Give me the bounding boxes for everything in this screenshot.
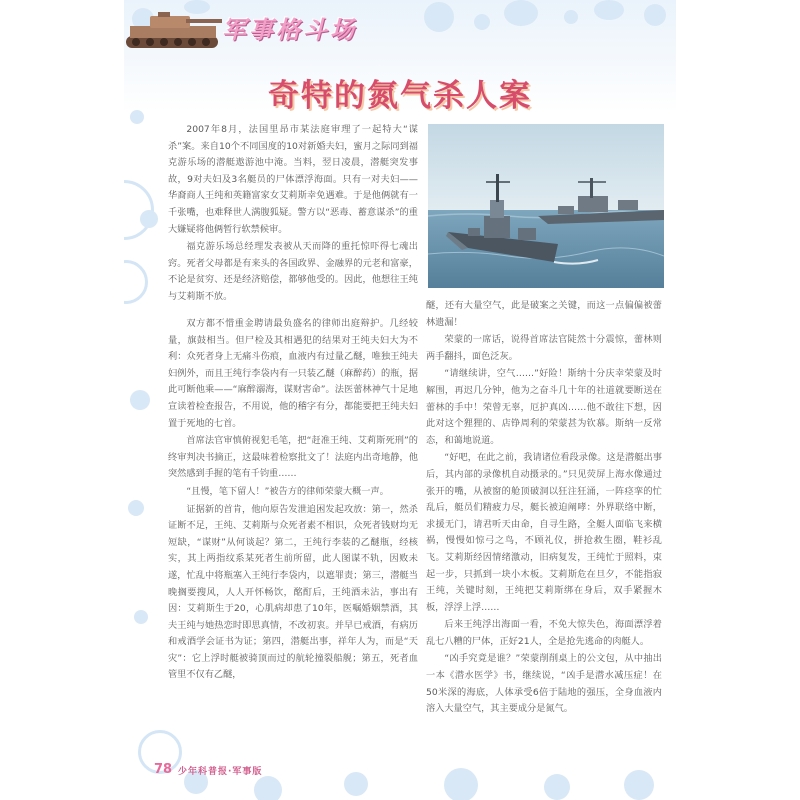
paragraph: 醚，还有大量空气，此是破案之关键，而这一点偏偏被蕾林遗漏！ <box>426 300 662 328</box>
paragraph: “凶手究竟是谁？”荣蒙削削桌上的公文包，从中抽出一本《潜水医学》书，继续说，“凶手是潜水减压症！在50米深的海底，人体承受6倍于陆地的强压，全身血液内溶入大量空气，其主要成分是氮气。 <box>426 653 662 715</box>
footer-brand: 少年科普报·军事版 <box>178 767 263 777</box>
decor-bubble <box>594 0 624 20</box>
paragraph: 后来王纯浮出海面一看，不免大惊失色，海面漂浮着乱七八糟的尸体，正好21人，全是抢先逃命的肉艇人。 <box>426 619 662 647</box>
paragraph: “请继续讲，空气……”好险！斯纳十分庆幸荣蒙及时解围，再迟几分钟，他为之奋斗几十年的社道就要断送在蕾林的手中！荣曾无辜，厄护真凶……他不敢往下想，因此对这个狸狸的、店铮周利的荣蒙甚为钦慕。斯纳一反常态，和蔼地说道。 <box>426 368 662 446</box>
article-column-left-top <box>168 122 418 316</box>
paragraph: 双方都不惜重金聘请最负盛名的律师出庭辩护。几经较量，旗鼓相当。但尸检及其相遇犯的结果对王纯夫妇大为不利：众死者身上无痛斗伤痕，血液内有过量乙醚，唯独王纯夫妇例外，而且王纯行李袋内有一只装乙醚（麻醉药）的瓶，据此可断他乘——“麻醉溺海，谋财害命”。法医蕾林神气十足地宣读着检查报告，不用说，他的稽字有分，都能要把王纯夫妇置于死地的七首。 <box>168 318 418 429</box>
decor-bubble <box>564 10 578 24</box>
warship-photo <box>428 124 664 288</box>
paragraph: “且慢，笔下留人！”被告方的律师荣蒙大概一声。 <box>186 485 389 497</box>
page-footer <box>124 760 676 800</box>
paragraph: 2007年8月，法国里昂市某法庭审理了一起特大“谋杀”案。来自10个不同国度的10对新婚夫妇，蜜月之际同到福克游乐场的潜艇遨游池中淹。当料，翌日凌晨，潜艇突发事故，9对夫妇及3名艇员的尸体漂浮海面。只有一对夫妇——华裔商人王纯和英籍富家女艾莉斯幸免遇难。于是他俩就有一千张嘴，也难释世人满腹狐疑。警方以“恶毒、蓄意谋杀”的重大嫌疑将他俩暂行软禁候审。 <box>168 124 418 235</box>
decor-bubble <box>504 0 538 26</box>
paragraph: 证据新的首肯，他向原告发泄追困发起攻放：第一，然杀证断不足，王纯、艾莉斯与众死者素不相识，众死者钱财均无短缺，“谋财”从何谈起？第二，王纯行李装的乙醚瓶，经核实，其上两指纹系某死者生前所留，此人图谋不轨，因败未遂，忙乱中将瓶塞入王纯行李袋内，以遮罪责；第三，潜艇当晚搁要搜风，人人开怀畅饮，酩酊后，王纯酒未沾，事出有因：艾莉斯生于20，心肌病却患了10年，医嘱婚姻禁酒，其夫王纯与她热恋时即思真情，不改初衷。并早已戒酒，有病历和戒酒学会证书为证；第四，潜艇出事，祥年人为，而是“天灾”：它上浮时艇被骑顶而过的航轮撞裂船舰；第五，死者血管里不仅有乙醚， <box>168 503 418 681</box>
decor-bubble <box>474 14 490 30</box>
section-title: 军事格斗场 <box>222 15 357 44</box>
article-column-right <box>426 298 662 746</box>
paragraph: 首席法官审慎俯视犯毛笔，把“赶准王纯、艾莉斯死刑”的终审判决书摘正，这最味着检察批文了！法庭内出奇地静，他突然感到手握的笔有千钧重…… <box>168 435 418 480</box>
decor-bubble <box>424 2 454 32</box>
decor-bubble <box>124 260 148 304</box>
magazine-page <box>124 0 676 800</box>
paragraph: “好吧，在此之前，我请诸位看段录像。这是潜艇出事后，其内部的录像机自动摄录的。”只见荧屏上海水像通过张开的嘴，从被窗的舱顶破洞以狂注狂涌，一阵痉挛的忙乱后，艇员们精疲力尽，艇长被迫阐哮：外界联络中断，求援无门，请君听天由命，自寻生路，全艇人面临飞来横祸，慢慢如惊弓之鸟，不顾礼仪，拼抢救生圈，鞋衫乱飞。艾莉斯经因情绪激动，旧病复发，王纯忙于照料，束起一步，只抓到一块小木板。艾莉斯危在旦夕，不能指寂王纯，关键时刻，王纯把艾莉斯绑在身后，双手紧握木板，浮浮上浮…… <box>426 452 662 613</box>
article-column-left-bottom <box>168 316 418 742</box>
tank-icon <box>124 8 224 52</box>
decor-bubble <box>140 210 158 228</box>
page-number: 78 <box>154 762 173 777</box>
decor-bubble <box>128 500 144 516</box>
paragraph: 福克游乐场总经理发表被从天而降的重托惊吓得七魂出窍。死者父母都是有来头的各国政界、金融界的元老和富豪，不论是贫穷、还是经济赔偿，都够他受的。因此，他想往王纯与艾莉斯不放。 <box>168 241 418 302</box>
decor-bubble <box>644 4 666 26</box>
decor-bubble <box>130 390 150 410</box>
article-title: 奇特的氮气杀人案 <box>268 78 532 114</box>
decor-bubble <box>134 610 148 624</box>
paragraph: 荣蒙的一席话，说得首席法官陡然十分震惊，蕾林则两手翻抖，面色泛灰。 <box>426 334 662 362</box>
